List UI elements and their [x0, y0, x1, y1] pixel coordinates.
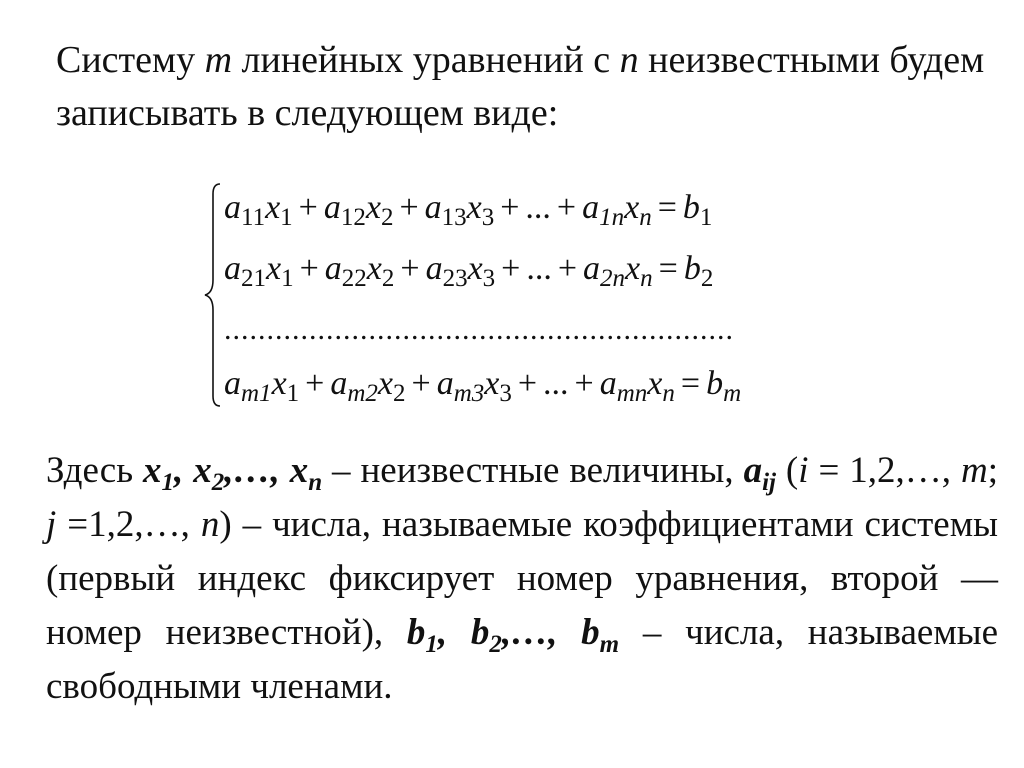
- coefficient-letter: a: [582, 189, 600, 226]
- desc-comma-4: ,…,: [501, 612, 582, 653]
- var-b1-letter: b: [406, 612, 426, 653]
- coefficient-letter: a: [224, 365, 241, 402]
- coefficient-letter: a: [436, 365, 454, 402]
- intro-text-3: неизвестными будем записывать в следующем виде:: [56, 39, 985, 134]
- coefficient-index: 23: [442, 265, 468, 292]
- variable-index: n: [662, 380, 675, 407]
- equation-term: [224, 250, 294, 292]
- coefficient-index: 12: [340, 204, 366, 231]
- variable-letter: x: [366, 250, 382, 287]
- desc-text-2: – неизвестные величины,: [322, 450, 744, 491]
- variable-letter: x: [377, 365, 393, 402]
- coef-aij: [743, 450, 776, 496]
- equation-term: [323, 189, 394, 231]
- desc-text-7: ) – числа, называемые коэффициентами системы (первый индекс фиксирует номер уравнения, второй — номер неизвестной),: [46, 504, 998, 653]
- rhs-term: [683, 250, 714, 292]
- desc-text-1: Здесь: [46, 450, 144, 491]
- var-x2: [193, 450, 225, 496]
- description-paragraph: [46, 444, 998, 714]
- var-xn-sub: n: [308, 469, 323, 496]
- var-bm-sub: m: [599, 631, 620, 658]
- desc-text-4: = 1,2,…,: [808, 450, 961, 491]
- intro-text-1: Систему: [56, 39, 205, 81]
- intro-n: n: [619, 39, 639, 81]
- left-brace: [200, 180, 224, 410]
- var-x2-sub: 2: [211, 469, 225, 496]
- equals-sign: =: [657, 189, 677, 226]
- index-n: n: [200, 504, 220, 545]
- rhs-letter: b: [683, 250, 701, 287]
- rhs-index: 2: [700, 265, 714, 292]
- plus-sign: +: [399, 189, 419, 226]
- equation-term: [224, 189, 293, 231]
- equation-term: [436, 365, 512, 407]
- equation-term: [425, 250, 496, 292]
- intro-m: m: [204, 39, 233, 81]
- index-j: j: [46, 504, 57, 545]
- coefficient-letter: a: [324, 250, 342, 287]
- variable-letter: x: [266, 250, 282, 287]
- equation-term: [583, 250, 653, 292]
- var-bm: [581, 612, 620, 658]
- plus-sign: +: [501, 250, 521, 287]
- coef-aij-sub: ij: [762, 469, 776, 496]
- desc-comma-3: ,: [437, 612, 471, 653]
- rhs-letter: b: [682, 189, 700, 226]
- variable-letter: x: [466, 189, 482, 226]
- plus-sign: +: [557, 250, 578, 287]
- var-b1-sub: 1: [425, 631, 438, 658]
- variable-letter: x: [365, 189, 381, 226]
- coefficient-letter: a: [583, 250, 601, 287]
- variable-index: 1: [280, 204, 293, 231]
- coefficient-index: 11: [241, 204, 266, 231]
- var-b2: [470, 612, 502, 658]
- equals-sign: =: [658, 250, 678, 287]
- equation-row-1: [224, 188, 713, 231]
- variable-letter: x: [467, 250, 483, 287]
- variable-letter: x: [271, 365, 287, 402]
- coefficient-index: 22: [341, 265, 367, 292]
- coefficient-letter: a: [224, 250, 241, 287]
- variable-index: 3: [482, 265, 496, 292]
- var-xn-letter: x: [289, 450, 309, 491]
- plus-sign: +: [556, 189, 577, 226]
- variable-index: 3: [499, 380, 512, 407]
- var-x1: [143, 450, 175, 496]
- ellipsis: ...: [526, 250, 552, 287]
- coefficient-letter: a: [323, 189, 341, 226]
- coefficient-letter: a: [424, 189, 442, 226]
- var-b2-letter: b: [470, 612, 490, 653]
- plus-sign: +: [299, 250, 319, 287]
- rhs-term: [682, 189, 713, 231]
- desc-comma-2: ,…,: [224, 450, 290, 491]
- variable-index: n: [639, 204, 652, 231]
- plus-sign: +: [400, 250, 420, 287]
- variable-letter: x: [484, 365, 500, 402]
- plus-sign: +: [298, 189, 318, 226]
- variable-letter: x: [625, 250, 641, 287]
- equation-row-m: [224, 364, 742, 407]
- rhs-index: 1: [699, 204, 713, 231]
- equation-row-2: [224, 249, 714, 292]
- desc-text-6: =1,2,…,: [56, 504, 201, 545]
- variable-index: 2: [393, 380, 406, 407]
- coefficient-index: m2: [347, 380, 378, 407]
- coefficient-letter: a: [599, 365, 617, 402]
- coefficient-index: m1: [241, 380, 272, 407]
- coefficient-letter: a: [330, 365, 348, 402]
- coefficient-letter: a: [425, 250, 443, 287]
- index-m: m: [961, 450, 988, 491]
- variable-letter: x: [624, 189, 640, 226]
- rhs-term: [706, 365, 742, 407]
- coefficient-index: mn: [616, 380, 648, 407]
- coefficient-index: 2n: [600, 265, 626, 292]
- coefficient-index: m3: [453, 380, 485, 407]
- equals-sign: =: [680, 365, 701, 402]
- equation-system: [200, 180, 920, 412]
- rhs-index: m: [723, 380, 742, 407]
- variable-index: 1: [286, 380, 300, 407]
- coefficient-index: 13: [441, 204, 467, 231]
- var-xn: [289, 450, 323, 496]
- index-i: i: [798, 450, 809, 491]
- variable-letter: x: [265, 189, 281, 226]
- equation-dotted-row: ............................................................: [224, 313, 734, 346]
- variable-index: n: [640, 265, 653, 292]
- var-b1: [406, 612, 438, 658]
- intro-paragraph: [56, 34, 986, 140]
- coefficient-index: 21: [241, 265, 266, 292]
- rhs-letter: b: [706, 365, 724, 402]
- coefficient-index: 1n: [599, 204, 625, 231]
- variable-index: 1: [281, 265, 294, 292]
- plus-sign: +: [574, 365, 594, 402]
- intro-text-2: линейных уравнений с: [232, 39, 620, 81]
- var-x1-sub: 1: [161, 469, 175, 496]
- plus-sign: +: [500, 189, 520, 226]
- coef-a-letter: a: [743, 450, 763, 491]
- desc-text-5: ;: [987, 450, 999, 491]
- ellipsis: ...: [525, 189, 551, 226]
- equation-term: [330, 365, 406, 407]
- coefficient-letter: a: [224, 189, 241, 226]
- desc-text-3: (: [775, 450, 799, 491]
- equation-term: [324, 250, 395, 292]
- var-bm-letter: b: [581, 612, 600, 653]
- var-x1-letter: x: [143, 450, 162, 491]
- plus-sign: +: [411, 365, 431, 402]
- equation-term: [424, 189, 495, 231]
- desc-text-8: – числа, называемые свободными членами.: [46, 612, 999, 707]
- equation-term: [599, 365, 675, 407]
- variable-index: 2: [381, 265, 395, 292]
- variable-index: 3: [481, 204, 495, 231]
- equation-term: [582, 189, 652, 231]
- plus-sign: +: [517, 365, 538, 402]
- var-b2-sub: 2: [489, 631, 502, 658]
- equation-term: [224, 365, 300, 407]
- ellipsis: ...: [543, 365, 569, 402]
- var-x2-letter: x: [193, 450, 212, 491]
- plus-sign: +: [305, 365, 325, 402]
- variable-letter: x: [647, 365, 663, 402]
- desc-comma-1: ,: [174, 450, 194, 491]
- variable-index: 2: [380, 204, 394, 231]
